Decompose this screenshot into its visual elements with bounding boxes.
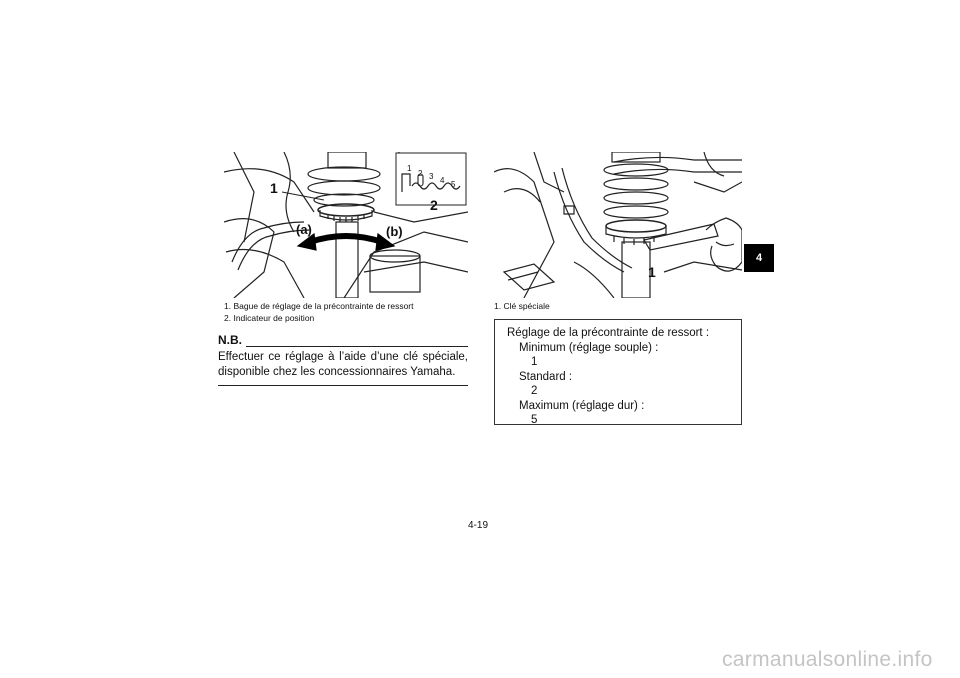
watermark: carmanualsonline.info	[722, 648, 933, 671]
note-text: Effectuer ce réglage à l’aide d’une clé spéciale, disponible chez les concessionnaires Yamaha.	[218, 351, 468, 378]
spec-standard-value: 2	[531, 385, 538, 397]
spring-preload-spec-box	[494, 319, 742, 425]
inset-scale-2: 2	[418, 169, 423, 178]
special-wrench-figure	[494, 152, 742, 298]
note-top-rule	[246, 346, 468, 347]
inset-scale-1: 1	[407, 164, 412, 173]
caption-item: 2. Indicateur de position	[224, 313, 315, 323]
note-label: N.B.	[218, 333, 242, 347]
inset-scale-4: 4	[440, 176, 445, 185]
spec-standard-label: Standard :	[519, 370, 573, 383]
page-number: 4-19	[468, 520, 489, 531]
left-figure-caption	[224, 300, 414, 324]
chapter-tab: 4	[744, 244, 774, 272]
callout-1: 1	[648, 264, 656, 280]
spec-maximum-value: 5	[531, 414, 538, 426]
caption-item: 1. Clé spéciale	[494, 301, 550, 311]
callout-2: 2	[430, 197, 438, 213]
note-bottom-rule	[218, 385, 468, 386]
callout-1: 1	[270, 180, 278, 196]
inset-scale-3: 3	[429, 172, 434, 181]
caption-item: 1. Bague de réglage de la précontrainte de ressort	[224, 301, 414, 311]
inset-scale-5: 5	[451, 180, 456, 189]
spec-minimum-label: Minimum (réglage souple) :	[519, 341, 659, 354]
spec-maximum-label: Maximum (réglage dur) :	[519, 399, 645, 412]
spring-preload-adjuster-figure	[224, 152, 468, 298]
spec-minimum-value: 1	[531, 356, 538, 368]
right-figure-caption	[494, 300, 550, 312]
arrow-label-a: (a)	[296, 222, 312, 237]
arrow-label-b: (b)	[386, 224, 403, 239]
spec-title: Réglage de la précontrainte de ressort :	[507, 327, 710, 339]
